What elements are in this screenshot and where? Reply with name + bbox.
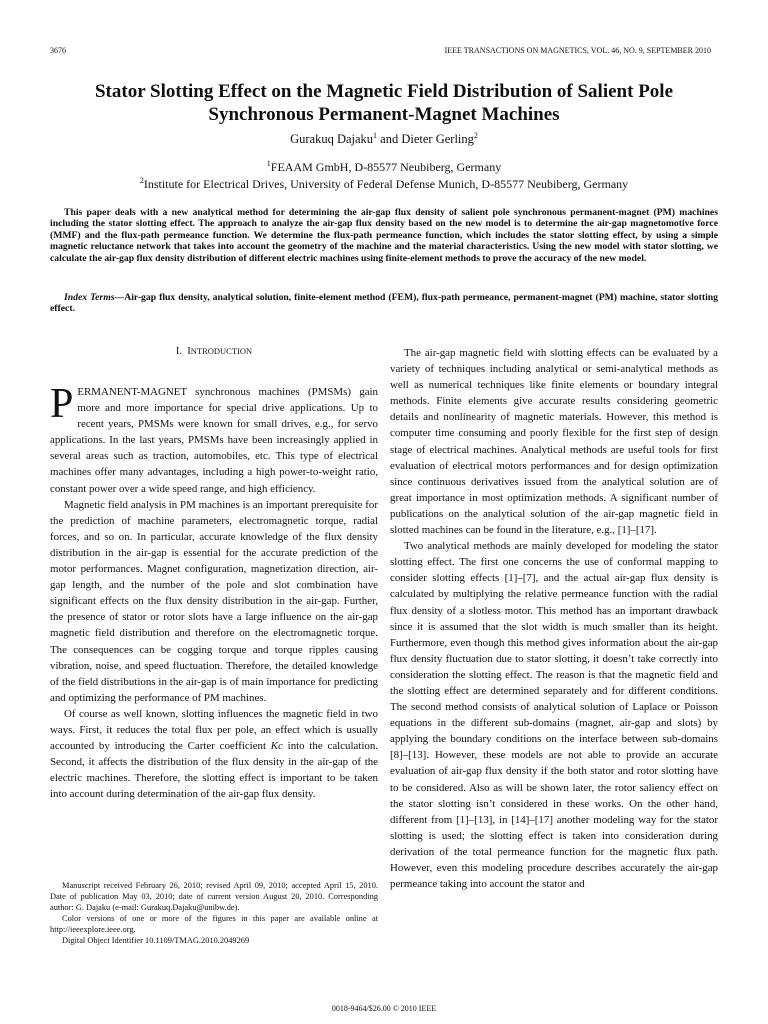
right-paragraph-2: Two analytical methods are mainly developed for modeling the stator slotting effect. The first one concerns the use of conformal mapping to consider slotting effects [1]–[7], and the actual air-gap flux density is calculated by multiplying the relative permeance function with the radial flux density of a slotless motor. This method has an important drawback since it is assumed that the slot width is much smaller than its height. Furthermore, even though this method gives information about the air-gap flux density fluctuation due to stator slotting, it doesn’t take correctly into consideration the slotting effect. The reason is that the magnetic field and the slotting effect are determined separately and for different conditions. The second method consists of analytical solution of Laplace or Poisson equations in the different sub-domains (magnet, air-gap and slots) by applying the boundary conditions on the interface between sub-domains [8]–[13]. However, these models are not able to provide an accurate evaluation of air-gap flux density if the both stator and rotor slotting have to be considered. Also as will be shown later, the rotor saliency effect on the stator slotting isn’t considered in these works. On the other hand, different from [1]–[13], in [14]–[17] another modeling way for the stator slotting is used; the slotting effect is taken into consideration during derivation of the total permeance function for the magnetic flux path. However, even this modeling procedure describes accurately the air-gap permeance taking into account the stator and [390, 540, 718, 891]
author-2: Dieter Gerling [401, 132, 474, 146]
footnote-color: Color versions of one or more of the figures in this paper are available online at http://ieeexplore.ieee.org. [50, 914, 378, 934]
author-2-sup: 2 [473, 131, 478, 140]
section-title-rest: NTRODUCTION [190, 346, 253, 356]
intro-paragraph-3 [50, 706, 378, 803]
p3-before: Of course as well known, slotting influences the magnetic field in two ways. First, it reduces the total flux per pole, an effect which is usually accounted by introducing the Carter coefficient [50, 707, 378, 753]
footnote-manuscript: Manuscript received February 26, 2010; revised April 09, 2010; accepted April 15, 2010. Date of publication May 03, 2010; date of current version August 20, 2010. Corresponding author: G. Dajaku (e-mail: Gurakuq.Dajaku@unibw.de). [50, 881, 378, 912]
intro-paragraph-2: Magnetic field analysis in PM machines is an important prerequisite for the prediction of machine parameters, electromagnetic torque, radial forces, and so on. In particular, accurate knowledge of the flux density distribution in the air-gap is essential for the accurate prediction of the motor performances. Magnet configuration, magnetization direction, air-gap length, and the number of the pole and slot combination have significant effects on the flux density distribution in the air-gap. Further, the presence of stator or rotor slots have a large influence on the air-gap magnetic field distribution and therefore on the electromagnetic torque. The consequences can be cogging torque and torque ripples causing vibration, noise, and speed fluctuation. Therefore, the detailed knowledge of the field distributions in the air-gap is of main importance for predicting and optimizing the performance of PM machines. [50, 498, 378, 704]
index-terms: Index Terms—Air-gap flux density, analytical solution, finite-element method (FEM), flux-path permeance, permanent-magnet (PM) machine, stator slotting effect. [50, 292, 718, 315]
intro-caps: ERMANENT-MAGNET [77, 386, 187, 398]
author-1-sup: 1 [373, 131, 378, 140]
author-1: Gurakuq Dajaku [290, 132, 374, 146]
author-and: and [377, 132, 402, 146]
p3-after: into the calculation. Second, it affects the distribution of the flux density in the air-gap of the electric machines. Therefore, the slotting effect is important to be taken into account during determination of the air-gap flux density. [50, 740, 378, 801]
page-number: 3676 [50, 46, 66, 55]
affiliation-2 [0, 177, 768, 192]
journal-header: IEEE TRANSACTIONS ON MAGNETICS, VOL. 46, NO. 9, SEPTEMBER 2010 [444, 46, 711, 55]
carter-coefficient: Kc [270, 740, 283, 753]
section-title-initial: I [187, 346, 191, 357]
paper-title [40, 80, 728, 126]
affiliation-1 [0, 160, 768, 175]
section-heading [50, 346, 378, 357]
affiliation-1-sup: 1 [266, 159, 271, 168]
intro-text: synchronous machines (PMSMs) gain more and more importance for special drive applications. Up to recent years, PMSMs were known for small drives, e.g., for servo applications. In the last years, PMSMs have been increasingly applied in several areas such as traction, automobiles, etc. This type of electrical machines offer many advantages, including a high power-to-weight ratio, constant power over a wide speed range, and high efficiency. [50, 386, 378, 495]
footnote [50, 880, 378, 946]
right-column [390, 345, 718, 892]
index-terms-text: Air-gap flux density, analytical solution, finite-element method (FEM), flux-path permeance, permanent-magnet (PM) machine, stator slotting effect. [50, 292, 718, 315]
author-list [0, 132, 768, 147]
affiliation-2-text: Institute for Electrical Drives, University of Federal Defense Munich, D-85577 Neubiberg, Germany [143, 177, 629, 191]
copyright-footer: 0018-9464/$26.00 © 2010 IEEE [331, 1004, 437, 1013]
abstract: This paper deals with a new analytical method for determining the air-gap flux density of salient pole synchronous permanent-magnet (PM) machines including the stator slotting effect. The approach to analyze the air-gap flux density based on the new model is to determine the air-gap magnetomotive force (MMF) and the flux-path permeance function. We determine the flux-path permeance function, which includes the stator slotting effect, by using a simple magnetic reluctance network that takes into account the geometry of the machine and the material characteristics. Using the new model with stator slotting, we calculate the air-gap flux density distribution of different electric machines using finite-element methods to prove the accuracy of the new model. [50, 207, 718, 264]
left-column [50, 381, 378, 802]
affiliation-1-text: FEAAM GmbH, D-85577 Neubiberg, Germany [270, 160, 502, 174]
intro-paragraph-1 [50, 381, 378, 497]
right-paragraph-1: The air-gap magnetic field with slotting effects can be evaluated by a variety of techniques including analytical or semi-analytical methods as well as numerical techniques like finite elements or boundary integral methods. Finite elements give accurate results considering geometric details and nonlinearity of magnetic materials. However, this method is computer time consuming and poorly flexible for the first step of design stage of electrical machines. Analytical methods are useful tools for first evaluation of electrical motors performances and for design optimization since continuous derivatives issued from the analytical solution are of great importance in most optimization methods. A significant number of publications on the analytical solution of the air-gap magnetic field in slotted machines can be found in the literature, e.g., [1]–[17]. [390, 347, 718, 537]
drop-cap: P [50, 381, 74, 427]
title-line-2: Synchronous Permanent-Magnet Machines [208, 104, 560, 125]
footnote-doi: Digital Object Identifier 10.1109/TMAG.2010.2049269 [62, 936, 250, 945]
index-terms-label: Index Terms [64, 292, 115, 303]
section-number: I. [175, 346, 182, 357]
title-line-1: Stator Slotting Effect on the Magnetic Field Distribution of Salient Pole [94, 81, 674, 102]
affiliation-2-sup: 2 [139, 176, 144, 185]
